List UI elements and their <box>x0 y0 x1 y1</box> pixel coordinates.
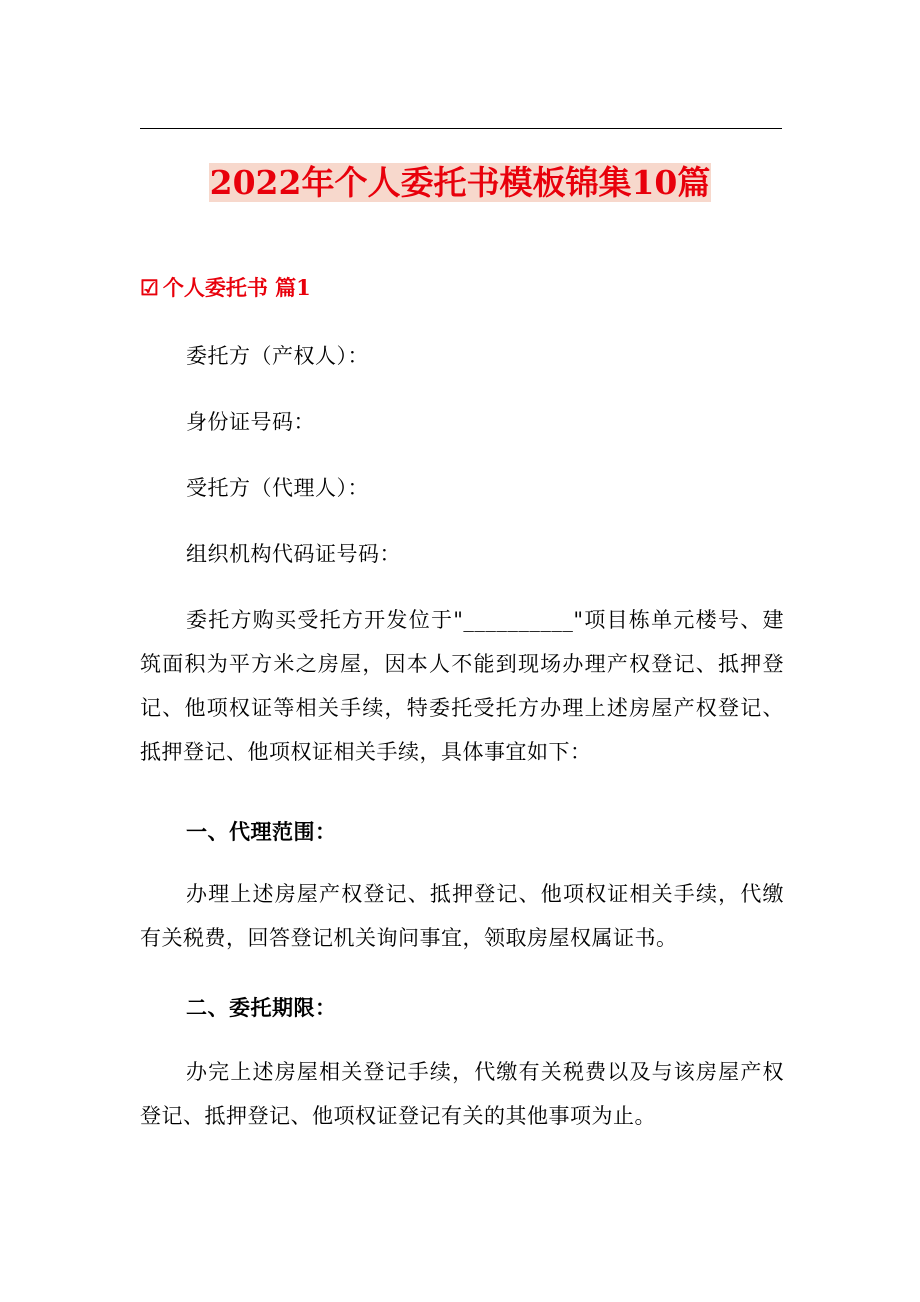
id-number-field: 身份证号码： <box>186 410 315 434</box>
agency-scope-paragraph: 办理上述房屋产权登记、抵押登记、他项权证相关手续，代缴有关税费，回答登记机关询问事宜，领取房屋权属证书。 <box>140 882 784 950</box>
party-b-field: 受托方（代理人）： <box>186 476 369 500</box>
top-rule <box>140 128 782 129</box>
org-code-field: 组织机构代码证号码： <box>186 542 401 566</box>
document-title-text: 2022年个人委托书模板锦集10篇 <box>209 163 711 202</box>
section-heading-label: 个人委托书 篇1 <box>162 275 311 300</box>
agency-scope-heading: 一、代理范围： <box>186 819 337 844</box>
term-heading: 二、委托期限： <box>186 995 337 1020</box>
term-paragraph: 办完上述房屋相关登记手续，代缴有关税费以及与该房屋产权登记、抵押登记、他项权证登记有关的其他事项为止。 <box>140 1060 784 1128</box>
commission-paragraph: 委托方购买受托方开发位于"__________"项目栋单元楼号、建筑面积为平方米之房屋，因本人不能到现场办理产权登记、抵押登记、他项权证等相关手续，特委托受托方办理上述房屋产权登记、抵押登记、他项权证相关手续，具体事宜如下： <box>140 608 784 764</box>
document-title <box>0 160 920 206</box>
party-a-field: 委托方（产权人）： <box>186 344 369 368</box>
checkbox-checked-icon: ☑ <box>140 275 159 300</box>
section-heading <box>140 272 311 304</box>
